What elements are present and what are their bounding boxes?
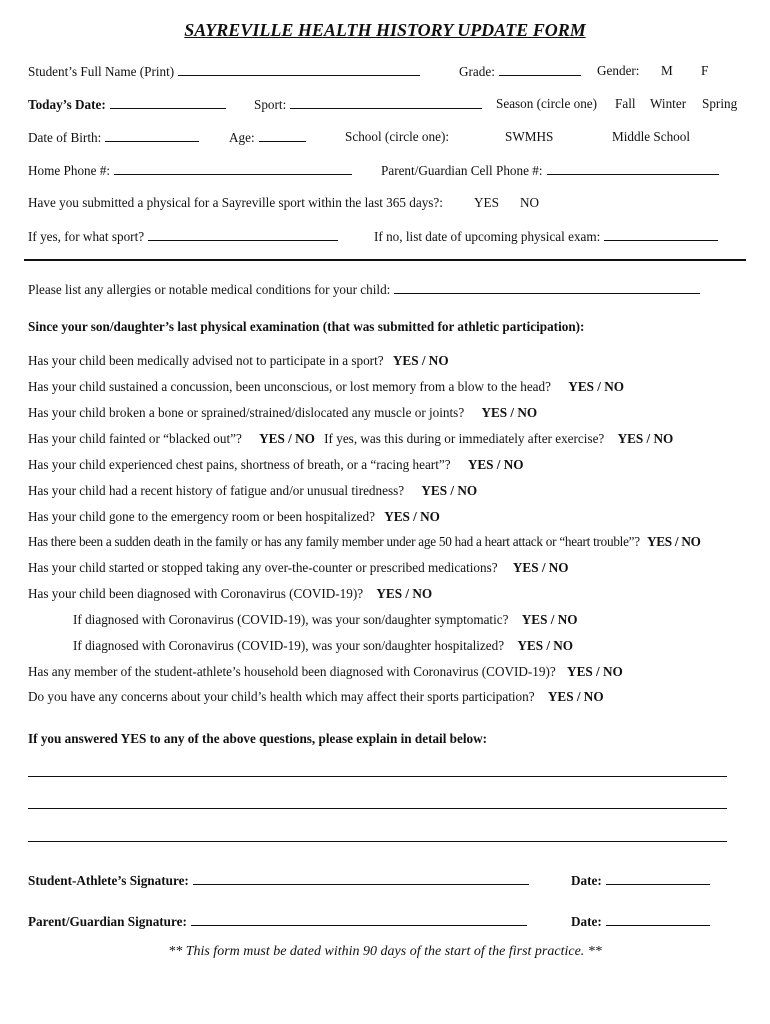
- if-yes-sport-label: If yes, for what sport?: [28, 229, 145, 244]
- todays-date-field[interactable]: [28, 97, 226, 111]
- student-signature-field[interactable]: [28, 873, 529, 887]
- todays-date-label: Today’s Date:: [28, 97, 106, 112]
- question-text: Has your child been medically advised not to participate in a sport?: [28, 353, 384, 368]
- question-answer[interactable]: YES / NO: [512, 560, 569, 575]
- footer-note: ** This form must be dated within 90 days of the start of the first practice. **: [168, 944, 602, 959]
- question-text: Do you have any concerns about your child’s health which may affect their sports participation?: [28, 689, 535, 704]
- since-heading: Since your son/daughter’s last physical examination (that was submitted for athletic participation):: [28, 319, 585, 334]
- question-answer[interactable]: YES / NO: [384, 509, 440, 524]
- question-row: [28, 380, 624, 393]
- question-text: If diagnosed with Coronavirus (COVID-19), was your son/daughter symptomatic?: [73, 612, 509, 627]
- question-answer[interactable]: YES / NO: [567, 664, 623, 679]
- question-row: [28, 484, 477, 497]
- dob-label: Date of Birth:: [28, 130, 102, 145]
- question-followup-text: If yes, was this during or immediately after exercise?: [324, 431, 605, 446]
- grade-field[interactable]: [459, 64, 581, 78]
- question-answer[interactable]: YES / NO: [376, 586, 433, 601]
- student-date-label: Date:: [571, 873, 602, 888]
- grade-label: Grade:: [459, 64, 495, 79]
- question-row: [73, 613, 577, 626]
- season-label: Season (circle one): [496, 96, 598, 111]
- allergies-label: Please list any allergies or notable medical conditions for your child:: [28, 282, 391, 297]
- student-name-blank[interactable]: [178, 64, 420, 76]
- question-answer[interactable]: YES / NO: [481, 405, 538, 420]
- question-row: [28, 587, 432, 600]
- question-answer[interactable]: YES / NO: [646, 534, 701, 549]
- question-answer[interactable]: YES / NO: [392, 353, 449, 368]
- gender-option-f[interactable]: F: [701, 63, 709, 78]
- parent-signature-label: Parent/Guardian Signature:: [28, 914, 187, 929]
- school-option-swmhs[interactable]: SWMHS: [505, 129, 554, 144]
- gender-label: Gender:: [597, 63, 640, 78]
- question-answer[interactable]: YES / NO: [467, 457, 524, 472]
- if-no-date-field[interactable]: [374, 229, 718, 243]
- question-text: Has your child fainted or “blacked out”?: [28, 431, 242, 446]
- question-answer[interactable]: YES / NO: [259, 431, 315, 446]
- section-divider: [24, 259, 746, 261]
- sport-blank[interactable]: [290, 97, 482, 109]
- student-name-field[interactable]: [28, 64, 420, 78]
- question-text: Has your child had a recent history of fatigue and/or unusual tiredness?: [28, 483, 405, 498]
- if-no-date-blank[interactable]: [604, 229, 718, 241]
- question-answer[interactable]: YES / NO: [517, 638, 574, 653]
- age-label: Age:: [229, 130, 255, 145]
- school-label: School (circle one):: [345, 129, 449, 144]
- age-field[interactable]: [229, 130, 306, 144]
- dob-blank[interactable]: [105, 130, 199, 142]
- student-signature-label: Student-Athlete’s Signature:: [28, 873, 189, 888]
- question-answer[interactable]: YES / NO: [521, 612, 578, 627]
- season-option-spring[interactable]: Spring: [702, 96, 738, 111]
- student-signature-blank[interactable]: [193, 873, 529, 885]
- question-row: [73, 639, 573, 652]
- home-phone-blank[interactable]: [114, 163, 352, 175]
- school-option-middle[interactable]: Middle School: [612, 129, 691, 144]
- question-text: Has any member of the student-athlete’s household been diagnosed with Coronavirus (COVID-19)?: [28, 664, 556, 679]
- allergies-blank[interactable]: [394, 282, 700, 294]
- question-text: Has your child broken a bone or sprained/strained/dislocated any muscle or joints?: [28, 405, 465, 420]
- physical-option-no[interactable]: NO: [520, 195, 540, 210]
- question-row: [28, 690, 604, 703]
- season-option-winter[interactable]: Winter: [650, 96, 687, 111]
- question-text: Has there been a sudden death in the family or has any family member under age 50 had a heart attack or “heart trouble”?: [28, 534, 640, 549]
- student-date-blank[interactable]: [606, 873, 710, 885]
- question-row: [28, 406, 537, 419]
- if-no-date-label: If no, list date of upcoming physical exam:: [374, 229, 601, 244]
- question-row: [28, 432, 673, 445]
- parent-cell-field[interactable]: [381, 163, 719, 177]
- question-followup-answer[interactable]: YES / NO: [617, 431, 674, 446]
- grade-blank[interactable]: [499, 64, 581, 76]
- question-text: Has your child experienced chest pains, shortness of breath, or a “racing heart”?: [28, 457, 451, 472]
- parent-date-blank[interactable]: [606, 914, 710, 926]
- parent-date-field[interactable]: [571, 914, 710, 928]
- explain-line-1[interactable]: [28, 776, 727, 777]
- question-row: [28, 535, 701, 548]
- explain-heading: If you answered YES to any of the above questions, please explain in detail below:: [28, 731, 488, 746]
- question-text: If diagnosed with Coronavirus (COVID-19), was your son/daughter hospitalized?: [73, 638, 505, 653]
- sport-field[interactable]: [254, 97, 482, 111]
- question-text: Has your child sustained a concussion, been unconscious, or lost memory from a blow to the head?: [28, 379, 551, 394]
- gender-option-m[interactable]: M: [661, 63, 673, 78]
- dob-field[interactable]: [28, 130, 199, 144]
- question-row: [28, 458, 524, 471]
- question-text: Has your child started or stopped taking any over-the-counter or prescribed medications?: [28, 560, 498, 575]
- parent-signature-blank[interactable]: [191, 914, 527, 926]
- student-name-label: Student’s Full Name (Print): [28, 64, 175, 79]
- age-blank[interactable]: [259, 130, 306, 142]
- question-text: Has your child gone to the emergency room or been hospitalized?: [28, 509, 375, 524]
- parent-cell-label: Parent/Guardian Cell Phone #:: [381, 163, 543, 178]
- question-answer[interactable]: YES / NO: [421, 483, 478, 498]
- sport-label: Sport:: [254, 97, 287, 112]
- explain-line-3[interactable]: [28, 841, 727, 842]
- parent-cell-blank[interactable]: [547, 163, 719, 175]
- question-row: [28, 665, 623, 678]
- question-row: [28, 354, 449, 367]
- todays-date-blank[interactable]: [110, 97, 226, 109]
- parent-signature-field[interactable]: [28, 914, 527, 928]
- student-date-field[interactable]: [571, 873, 710, 887]
- if-yes-sport-blank[interactable]: [148, 229, 338, 241]
- question-answer[interactable]: YES / NO: [547, 689, 604, 704]
- question-answer[interactable]: YES / NO: [568, 379, 624, 394]
- parent-date-label: Date:: [571, 914, 602, 929]
- physical-question: Have you submitted a physical for a Sayreville sport within the last 365 days?:: [28, 195, 443, 210]
- season-option-fall[interactable]: Fall: [615, 96, 636, 111]
- home-phone-field[interactable]: [28, 163, 352, 177]
- question-row: [28, 561, 569, 574]
- question-row: [28, 510, 440, 523]
- allergies-field[interactable]: [28, 282, 700, 296]
- if-yes-sport-field[interactable]: [28, 229, 338, 243]
- question-text: Has your child been diagnosed with Coronavirus (COVID-19)?: [28, 586, 364, 601]
- explain-line-2[interactable]: [28, 808, 727, 809]
- physical-option-yes[interactable]: YES: [474, 195, 499, 210]
- home-phone-label: Home Phone #:: [28, 163, 111, 178]
- form-title: SAYREVILLE HEALTH HISTORY UPDATE FORM: [184, 20, 586, 40]
